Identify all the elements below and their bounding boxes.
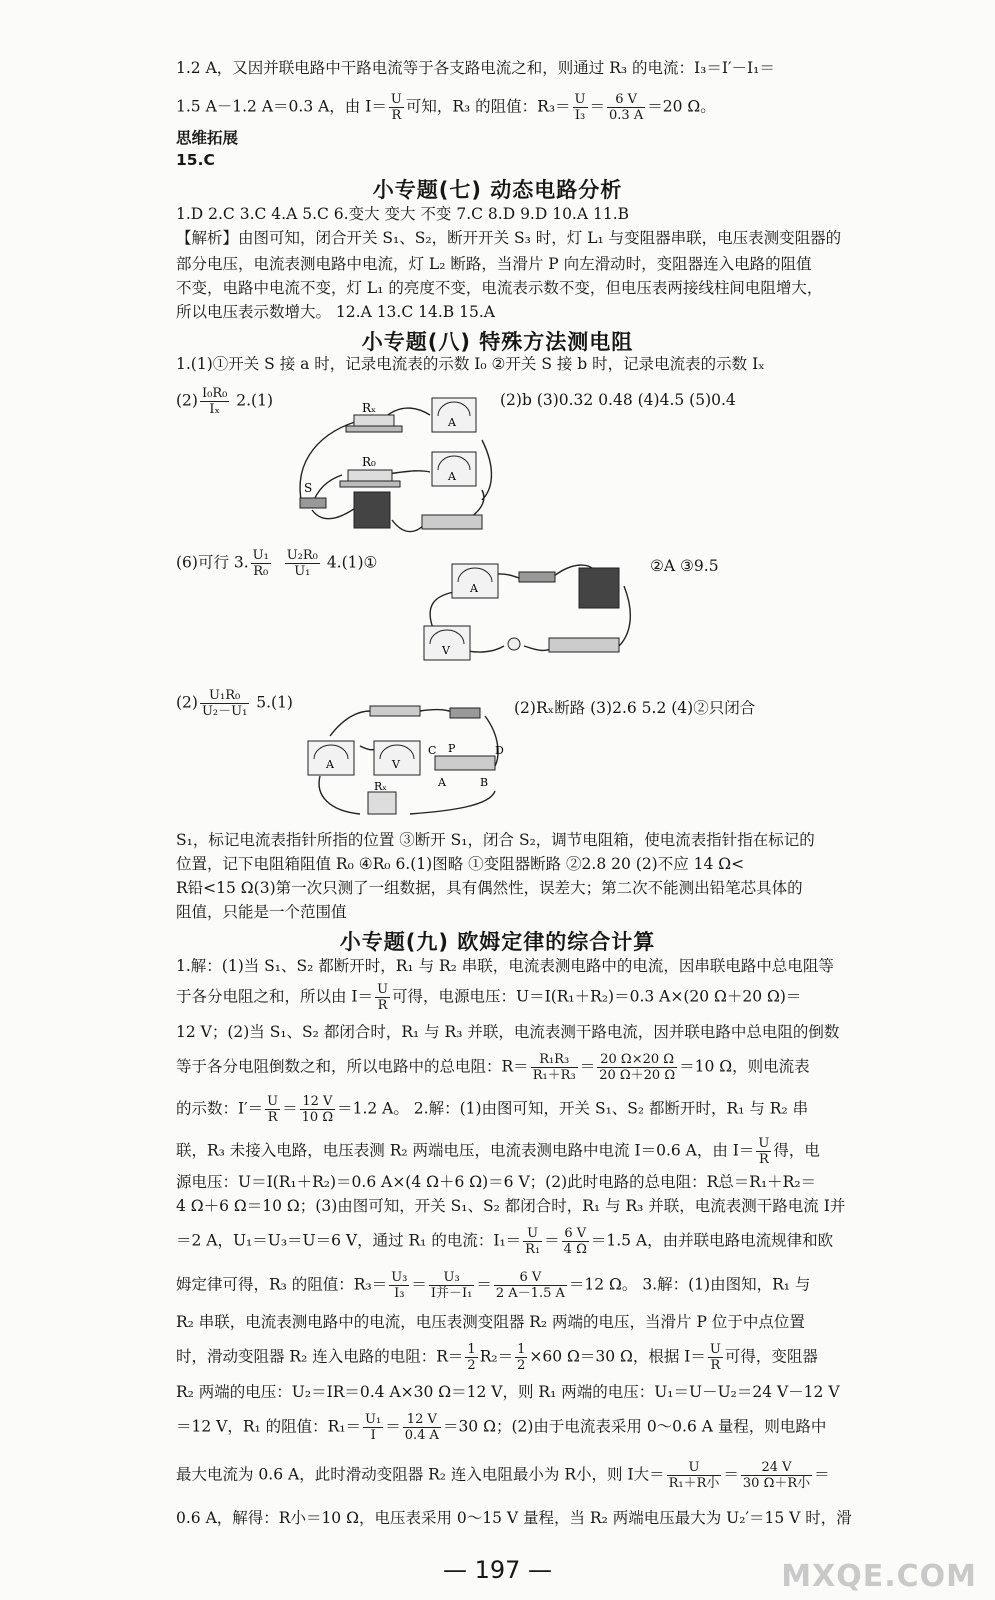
text-line: 4 Ω＋6 Ω＝10 Ω；(3)由图可知，开关 S₁、S₂ 都闭合时，R₁ 与 R₃ 并联，电流表测干路电流 I并 <box>176 1197 846 1215</box>
text-line: R₂ 串联，电流表测电路中的电流，电压表测变阻器 R₂ 两端的电压，当滑片 P 位于中点位置 <box>176 1313 805 1331</box>
circuit-figure-2 <box>414 556 634 676</box>
text-line: 0.6 A，解得：R小＝10 Ω，电压表采用 0～15 V 量程，当 R₂ 两端电压最大为 U₂′＝15 V 时，滑 <box>176 1509 852 1527</box>
fraction: $\frac{\text{I₀R₀}}{\text{Iₓ}}$ <box>201 386 228 417</box>
fraction: $\frac{\text{U₁R₀}}{\text{U₂－U₁}}$ <box>201 688 248 719</box>
label-v: V <box>392 758 400 771</box>
text-line: 位置，记下电阻箱阻值 R₀ ④R₀ 6.(1)图略 ①变阻器断路 ②2.8 20 (2)不应 14 Ω< <box>176 855 745 873</box>
text-line: 源电压：U＝I(R₁＋R₂)＝0.6 A×(4 Ω＋6 Ω)＝6 V；(2)此时电路的总电阻：R总＝R₁＋R₂＝ <box>176 1173 817 1191</box>
heading-topic-8: 小专题(八) 特殊方法测电阻 <box>361 330 634 354</box>
text-line: 时，滑动变阻器 R₂ 连入电路的电阻：R＝ $\frac{1}{2}$ R₂＝ $\frac{1}{2}$ ×60 Ω＝30 Ω，根据 I＝ $\frac{U}{R}$ 可得，变阻器 <box>176 1342 818 1373</box>
text-line: (2) $\frac{\text{I₀R₀}}{\text{Iₓ}}$ 2.(1) <box>176 386 273 417</box>
label-r0: R₀ <box>362 455 376 469</box>
text-line: 所以电压表示数增大。 12.A 13.C 14.B 15.A <box>176 303 495 321</box>
label-b: B <box>480 776 489 789</box>
text-line: ②A ③9.5 <box>650 557 719 575</box>
text-line: ＝12 V，R₁ 的阻值：R₁＝ $\frac{\text{U₁}}{I}$ ＝ $\frac{12 V}{0.4 A}$ ＝30 Ω；(2)由于电流表采用 0～0.6 A 量程，则电路中 <box>176 1412 827 1443</box>
text-line: (2)Rₓ断路 (3)2.6 5.2 (4)②只闭合 <box>514 699 756 717</box>
text-line: R₂ 两端的电压：U₂＝IR＝0.4 A×30 Ω＝12 V，则 R₁ 两端的电压：U₁＝U－U₂＝24 V－12 V <box>176 1383 840 1401</box>
fraction: $\frac{\text{U₂R₀}}{\text{U₁}}$ <box>286 548 318 579</box>
text-line: 不变，电路中电流不变，灯 L₁ 的亮度不变，电流表示数不变，但电压表两接线柱间电阻增大， <box>176 279 823 297</box>
fraction: $\frac{1}{2}$ <box>467 1342 476 1373</box>
watermark: MXQE.COM <box>781 1559 977 1594</box>
label-r: Rₓ <box>374 780 387 793</box>
fraction: $\frac{20 \Omega\times 20 \Omega}{20 \Omega+20 \Omega}$ <box>599 1052 676 1083</box>
text-line: 联，R₃ 未接入电路，电压表测 R₂ 两端电压，电流表测电路中电流 I＝0.6 A，由 I＝ $\frac{U}{R}$ 得，电 <box>176 1136 820 1167</box>
label-v: V <box>442 644 450 657</box>
fraction: $\frac{U}{\text{I₃}}$ <box>574 92 586 123</box>
text-line: 12 V；(2)当 S₁、S₂ 都闭合时，R₁ 与 R₃ 并联，电流表测干路电流，因并联电路中总电阻的倒数 <box>176 1023 840 1041</box>
label-a2: A <box>448 470 456 483</box>
text-line: S₁，标记电流表指针所指的位置 ③断开 S₁，闭合 S₂，调节电阻箱，使电流表指针指在标记的 <box>176 831 815 849</box>
section-label: 思维拓展 <box>176 129 239 147</box>
label-a: A <box>470 582 478 595</box>
fraction: $\frac{U}{\text{R₁}}$ <box>525 1226 541 1257</box>
label-rx: Rₓ <box>362 401 377 415</box>
text-line: 1.5 A－1.2 A＝0.3 A，由 I＝ $\frac{U}{R}$ 可知，R₃ 的阻值：R₃＝ $\frac{U}{\text{I₃}}$ ＝ $\frac{6 V}{0.3 A}$ ＝20 Ω。 <box>176 92 716 123</box>
fraction: $\frac{24 V}{\text{30 Ω＋R小}}$ <box>742 1460 811 1491</box>
text-line: (2) $\frac{\text{U₁R₀}}{\text{U₂－U₁}}$ 5.(1) <box>176 688 293 719</box>
fraction: $\frac{\text{U₁}}{\text{R₀}}$ <box>252 548 269 579</box>
fraction: $\frac{\text{U₁}}{I}$ <box>365 1412 382 1443</box>
text-line: 1.(1)①开关 S 接 a 时，记录电流表的示数 I₀ ②开关 S 接 b 时，记录电流表的示数 Iₓ <box>176 355 765 373</box>
text-line: 于各分电阻之和，所以由 I＝ $\frac{U}{R}$ 可得，电源电压：U＝I(R₁＋R₂)＝0.3 A×(20 Ω＋20 Ω)＝ <box>176 982 802 1013</box>
fraction: $\frac{12 V}{0.4 A}$ <box>404 1412 439 1443</box>
answer-line: 15.C <box>176 151 215 169</box>
fraction: $\frac{\text{U₃}}{\text{I₃}}$ <box>391 1270 408 1301</box>
fraction: $\frac{U}{R}$ <box>709 1342 721 1373</box>
text-line: 阻值，只能是一个范围值 <box>176 903 347 921</box>
label-a3: A <box>438 776 446 789</box>
text-line: (2)b (3)0.32 0.48 (4)4.5 (5)0.4 <box>500 391 736 409</box>
fraction: $\frac{\text{U₃}}{\text{I并－I₁}}$ <box>430 1270 473 1301</box>
fraction: $\frac{U}{\text{R₁＋R小}}$ <box>668 1460 720 1491</box>
fraction: $\frac{U}{R}$ <box>377 982 389 1013</box>
fraction: $\frac{6 V}{0.3 A}$ <box>609 92 644 123</box>
circuit-figure-3 <box>300 696 510 826</box>
fraction: $\frac{12 V}{10 \Omega}$ <box>301 1094 334 1125</box>
fraction: $\frac{U}{R}$ <box>267 1094 279 1125</box>
fraction: $\frac{U}{R}$ <box>758 1136 770 1167</box>
text-line: 【解析】由图可知，闭合开关 S₁、S₂，断开开关 S₃ 时，灯 L₁ 与变阻器串联，电压表测变阻器的 <box>176 229 842 247</box>
text-line: 的示数：I′＝ $\frac{U}{R}$ ＝ $\frac{12 V}{10 \Omega}$ ＝1.2 A。 2.解：(1)由图可知，开关 S₁、S₂ 都断开时，R₁ 与 R₂ 串 <box>176 1094 809 1125</box>
heading-topic-7: 小专题(七) 动态电路分析 <box>372 178 623 202</box>
text-line: 最大电流为 0.6 A，此时滑动变阻器 R₂ 连入电阻最小为 R小，则 I大＝ $\frac{U}{\text{R₁＋R小}}$ ＝ $\frac{24 V}{\text{30 Ω＋R小}}$ ＝ <box>176 1460 830 1491</box>
label-a: A <box>448 416 456 429</box>
answer-line: 1.D 2.C 3.C 4.A 5.C 6.变大 变大 不变 7.C 8.D 9.D 10.A 11.B <box>176 205 630 223</box>
text-line: R铅<15 Ω(3)第一次只测了一组数据，具有偶然性，误差大；第二次不能测出铅笔芯具体的 <box>176 879 803 897</box>
fraction: $\frac{1}{2}$ <box>517 1342 526 1373</box>
text-line: 1.2 A，又因并联电路中干路电流等于各支路电流之和，则通过 R₃ 的电流：I₃＝I′－I₁＝ <box>176 59 775 77</box>
text-line: 等于各分电阻倒数之和，所以电路中的总电阻：R＝ $\frac{\text{R₁R₃}}{\text{R₁＋R₃}}$ ＝ $\frac{20 \Omega\times 20 \Omega}{20 \Omega+20 \Omega}$ ＝10 Ω，则电流表 <box>176 1052 810 1083</box>
heading-topic-9: 小专题(九) 欧姆定律的综合计算 <box>339 930 656 954</box>
page-number: — 197 — <box>442 1556 553 1584</box>
fraction: $\frac{\text{R₁R₃}}{\text{R₁＋R₃}}$ <box>532 1052 576 1083</box>
label-s: S <box>304 481 313 495</box>
fraction: $\frac{6 V}{2 A-1.5 A}$ <box>495 1270 565 1301</box>
label-p: P <box>448 742 456 755</box>
fraction: $\frac{6 V}{4 \Omega}$ <box>563 1226 587 1257</box>
text-line: 1.解：(1)当 S₁、S₂ 都断开时，R₁ 与 R₂ 串联，电流表测电路中的电流，因串联电路中总电阻等 <box>176 957 834 975</box>
circuit-figure-1 <box>282 380 502 540</box>
label-d: D <box>495 744 504 757</box>
text-line: 姆定律可得，R₃ 的阻值：R₃＝ $\frac{\text{U₃}}{\text{I₃}}$ ＝ $\frac{\text{U₃}}{\text{I并－I₁}}$ ＝ $\frac{6 V}{2 A-1.5 A}$ ＝12 Ω。 3.解：(1)由图知，R₁ 与 <box>176 1270 811 1301</box>
label-c: C <box>428 744 437 757</box>
fraction: $\frac{U}{R}$ <box>390 92 402 123</box>
text-line: 部分电压，电流表测电路中电流，灯 L₂ 断路，当滑片 P 向左滑动时，变阻器连入电路的阻值 <box>176 255 812 273</box>
label-a: A <box>326 758 334 771</box>
text-line: (6)可行 3. $\frac{\text{U₁}}{\text{R₀}}$ $\frac{\text{U₂R₀}}{\text{U₁}}$ 4.(1)① <box>176 548 378 579</box>
text-line: ＝2 A，U₁＝U₃＝U＝6 V，通过 R₁ 的电流：I₁＝ $\frac{U}{\text{R₁}}$ ＝ $\frac{6 V}{4 \Omega}$ ＝1.5 A，由并联电路电流规律和欧 <box>176 1226 834 1257</box>
